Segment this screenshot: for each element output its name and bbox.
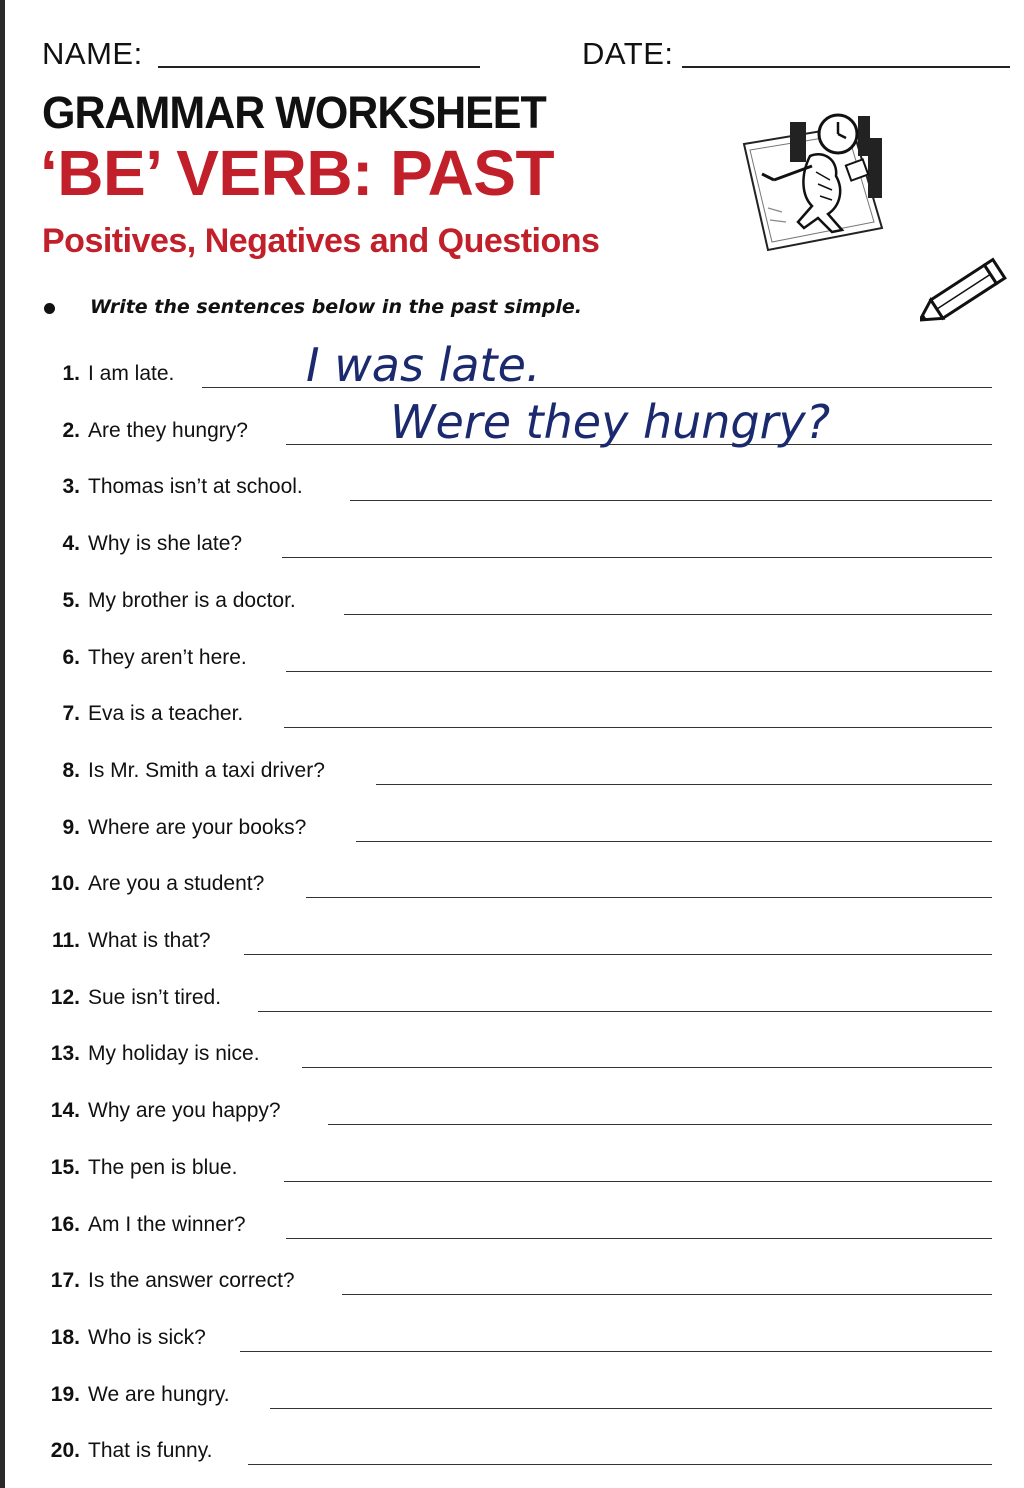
- question-number: 4.: [62, 532, 80, 556]
- question-number: 17.: [50, 1269, 80, 1293]
- question-text: My holiday is nice.: [88, 1042, 260, 1066]
- question-text: What is that?: [88, 929, 211, 952]
- question-text: That is funny.: [88, 1439, 213, 1463]
- question-row: [36, 1199, 992, 1239]
- question-text: Thomas isn’t at school.: [88, 475, 303, 499]
- answer-line[interactable]: [356, 840, 992, 842]
- running-man-clock-icon: [740, 110, 890, 260]
- question-text: Am I the winner?: [88, 1212, 246, 1236]
- question-number: 11.: [51, 929, 80, 952]
- answer-line[interactable]: [270, 1407, 992, 1409]
- question-number: 8.: [62, 758, 80, 782]
- answer-line[interactable]: [302, 1066, 992, 1068]
- question-row: [36, 1255, 992, 1295]
- question-number: 5.: [62, 588, 80, 612]
- question-number: 19.: [50, 1382, 80, 1406]
- question-row: [36, 972, 992, 1012]
- question-number: 20.: [50, 1439, 80, 1463]
- answer-line[interactable]: [350, 499, 992, 501]
- answer-line[interactable]: [328, 1123, 992, 1125]
- question-number: 10.: [50, 872, 80, 896]
- question-number: 1.: [62, 362, 80, 385]
- question-row: [36, 632, 992, 672]
- answer-line[interactable]: [282, 556, 992, 558]
- question-text: Who is sick?: [88, 1325, 206, 1349]
- question-text: Eva is a teacher.: [88, 702, 244, 726]
- answer-line[interactable]: [244, 953, 992, 955]
- question-row: [36, 1425, 992, 1465]
- instruction-text: Write the sentences below in the past simple.: [90, 296, 582, 318]
- question-number: 7.: [62, 702, 80, 726]
- question-text: Why is she late?: [88, 532, 243, 556]
- question-number: 2.: [62, 418, 80, 442]
- question-text: I am late.: [88, 362, 175, 385]
- date-field[interactable]: [682, 36, 1010, 68]
- question-row: [36, 915, 992, 955]
- question-number: 13.: [50, 1042, 80, 1066]
- question-text: Sue isn’t tired.: [88, 985, 222, 1009]
- question-number: 12.: [50, 985, 80, 1009]
- pencil-icon: [920, 256, 1010, 333]
- date-label: DATE:: [582, 36, 674, 71]
- question-text: Are they hungry?: [88, 418, 248, 442]
- answer-line[interactable]: [248, 1463, 992, 1465]
- answer-line[interactable]: [258, 1010, 992, 1012]
- answer-line[interactable]: [284, 1180, 992, 1182]
- question-row: [36, 688, 992, 728]
- question-number: 6.: [62, 645, 80, 669]
- handwritten-answer: I was late.: [306, 338, 541, 392]
- question-row: [36, 394, 992, 449]
- answer-line[interactable]: [306, 896, 992, 898]
- answer-line[interactable]: [342, 1293, 992, 1295]
- question-text: They aren’t here.: [88, 645, 247, 669]
- topic-title: ‘BE’ VERB: PAST: [40, 137, 555, 209]
- page-left-edge: [0, 0, 5, 1488]
- question-number: 3.: [62, 475, 80, 499]
- question-text: Are you a student?: [88, 872, 265, 896]
- worksheet-title: GRAMMAR WORKSHEET: [42, 88, 546, 139]
- handwritten-answer: Were they hungry?: [390, 394, 831, 449]
- question-row: [36, 518, 992, 558]
- question-text: Why are you happy?: [88, 1099, 281, 1123]
- question-text: My brother is a doctor.: [88, 588, 296, 612]
- question-number: 18.: [50, 1325, 80, 1349]
- question-row: [36, 1312, 992, 1352]
- question-text: Is the answer correct?: [88, 1269, 295, 1293]
- question-number: 15.: [50, 1155, 80, 1179]
- question-row: [36, 1142, 992, 1182]
- answer-line[interactable]: [284, 726, 992, 728]
- bullet-icon: [44, 303, 55, 314]
- question-row: [36, 1028, 992, 1068]
- question-number: 14.: [50, 1099, 80, 1123]
- question-row: [36, 858, 992, 898]
- name-field[interactable]: [158, 36, 480, 68]
- worksheet-header: [42, 36, 1010, 76]
- answer-line[interactable]: [286, 670, 992, 672]
- name-label: NAME:: [42, 36, 143, 71]
- answer-line[interactable]: [376, 783, 992, 785]
- answer-line[interactable]: [286, 1237, 992, 1239]
- question-number: 16.: [50, 1212, 80, 1236]
- question-row: [36, 1085, 992, 1125]
- question-text: Where are your books?: [88, 815, 307, 839]
- question-text: The pen is blue.: [88, 1155, 238, 1179]
- question-text: Is Mr. Smith a taxi driver?: [88, 758, 325, 782]
- question-row: [36, 575, 992, 615]
- question-text: We are hungry.: [88, 1382, 230, 1406]
- question-row: [36, 745, 992, 785]
- answer-line[interactable]: [344, 613, 992, 615]
- question-row: [36, 1369, 992, 1409]
- question-row: [36, 338, 992, 392]
- question-row: [36, 461, 992, 501]
- question-row: [36, 802, 992, 842]
- answer-line[interactable]: [240, 1350, 992, 1352]
- question-number: 9.: [62, 815, 80, 839]
- worksheet-subtitle: Positives, Negatives and Questions: [42, 222, 600, 260]
